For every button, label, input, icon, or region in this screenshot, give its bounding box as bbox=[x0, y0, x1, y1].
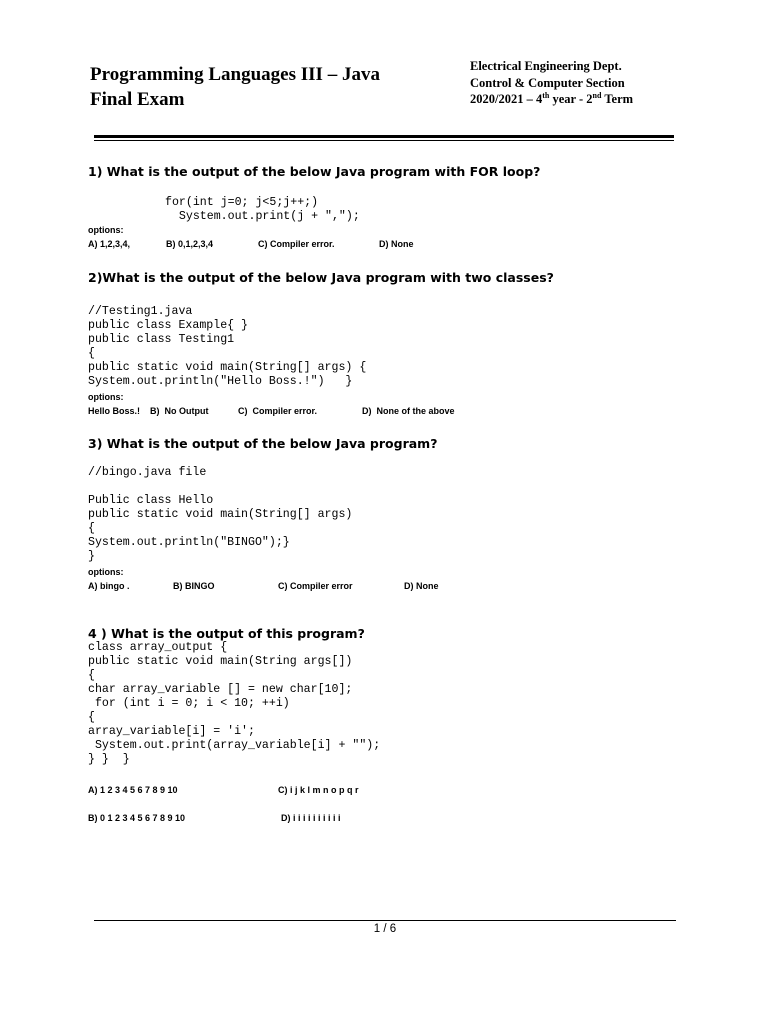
academic-term bbox=[470, 91, 750, 108]
question-4-code: class array_output { public static void main(String args[]) { char array_variable [] = new char[10]; for (int i = 0; i < 10; ++i) { array_variable[i] = 'i'; System.out.print(array_variable[i] + ""); } } } bbox=[88, 641, 381, 766]
question-2-option-a: Hello Boss.! bbox=[88, 406, 141, 416]
question-2-options-label: options: bbox=[88, 392, 124, 402]
department-name: Electrical Engineering Dept. bbox=[470, 59, 622, 73]
term-end: Term bbox=[601, 92, 634, 106]
exam-title bbox=[90, 62, 450, 112]
question-3-options-label: options: bbox=[88, 567, 124, 577]
term-year: 2020/2021 – 4 bbox=[470, 92, 543, 106]
question-4-option-a: A) 1 2 3 4 5 6 7 8 9 10 bbox=[88, 785, 178, 795]
question-1-code: for(int j=0; j<5;j++;) System.out.print(j + ","); bbox=[165, 196, 360, 223]
question-4-option-d: D) i i i i i i i i i i bbox=[281, 813, 341, 823]
question-1: 1) What is the output of the below Java program with FOR loop? bbox=[88, 164, 541, 179]
header-divider-thin bbox=[94, 140, 674, 141]
question-3-option-b: B) BINGO bbox=[173, 581, 215, 591]
question-2-option-b: B) No Output bbox=[150, 406, 209, 416]
question-3-option-c: C) Compiler error bbox=[278, 581, 353, 591]
page-number: 1 / 6 bbox=[373, 923, 397, 935]
section-name: Control & Computer Section bbox=[470, 75, 625, 90]
question-3: 3) What is the output of the below Java program? bbox=[88, 436, 438, 451]
question-1-options-label: options: bbox=[88, 225, 124, 235]
question-3-option-a: A) bingo . bbox=[88, 581, 130, 591]
question-4-option-c: C) i j k l m n o p q r bbox=[278, 785, 359, 795]
question-2-option-d: D) None of the above bbox=[362, 406, 455, 416]
question-3-code: //bingo.java file Public class Hello public static void main(String[] args) { System.out.println("BINGO");} } bbox=[88, 466, 353, 563]
exam-title-line2: Final Exam bbox=[90, 89, 185, 110]
department-block bbox=[470, 58, 750, 108]
header-divider-thick bbox=[94, 135, 674, 138]
question-4: 4 ) What is the output of this program? bbox=[88, 626, 365, 641]
question-1-option-c: C) Compiler error. bbox=[258, 239, 335, 249]
question-1-option-b: B) 0,1,2,3,4 bbox=[166, 239, 214, 249]
term-sup-th: th bbox=[542, 90, 550, 100]
question-4-option-b: B) 0 1 2 3 4 5 6 7 8 9 10 bbox=[88, 813, 186, 823]
question-2-option-c: C) Compiler error. bbox=[238, 406, 318, 416]
term-sup-nd: nd bbox=[592, 90, 602, 100]
question-3-option-d: D) None bbox=[404, 581, 439, 591]
exam-title-line1: Programming Languages III – Java bbox=[90, 64, 380, 85]
question-2-code: //Testing1.java public class Example{ } public class Testing1 { public static void main(String[] args) { System.out.println("Hello Boss.!") } bbox=[88, 305, 367, 388]
question-1-option-a: A) 1,2,3,4, bbox=[88, 239, 131, 249]
question-1-option-d: D) None bbox=[379, 239, 414, 249]
footer-divider bbox=[94, 920, 676, 921]
question-2: 2)What is the output of the below Java program with two classes? bbox=[88, 270, 554, 285]
term-mid: year - 2 bbox=[549, 92, 593, 106]
